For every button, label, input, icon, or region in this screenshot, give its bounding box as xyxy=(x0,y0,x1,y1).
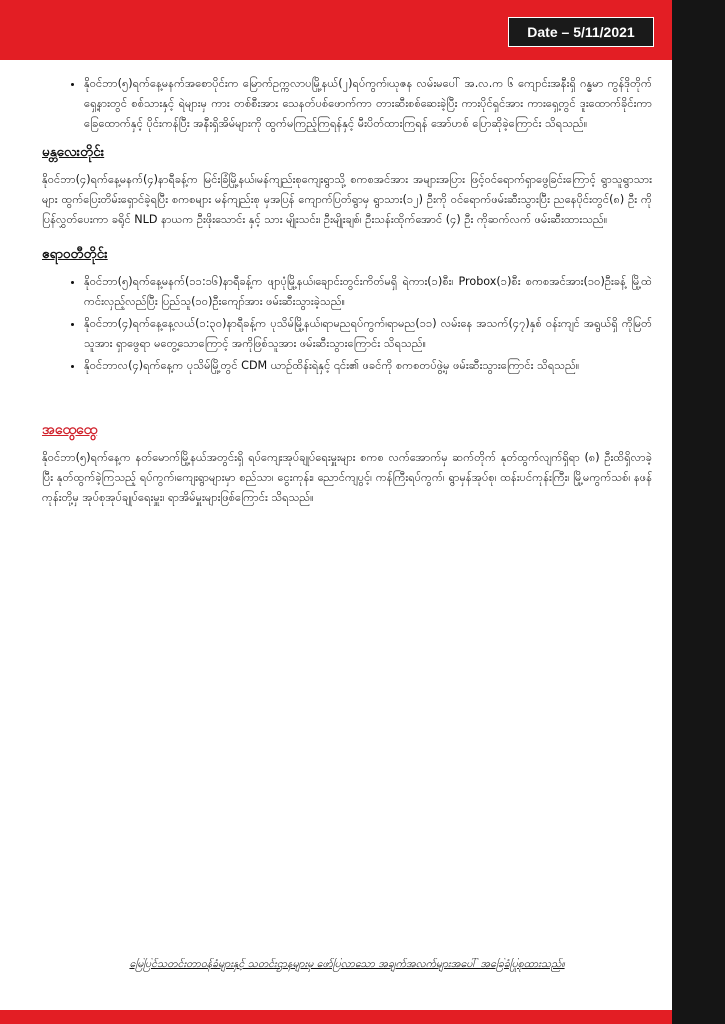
section-title-mandalay: မန္တလေးတိုင်း xyxy=(42,144,105,160)
intro-bullet-item: • နိုဝင်ဘာ(၅)ရက်နေ့မနက်အစောပိုင်းက မြောက်ဥက္ကလာပမြို့နယ်(၂)ရပ်ကွက်၊ယုဇန လမ်းမပေါ် အ.လ.က ၆ ကျောင်းအနီးရှိ ဂန္ဓမာ ကွန်ဒိုတိုက်ရှေ့နားတွင် စစ်သားနှင့် ရဲများမှ ကား တစ်စီးအား သေနတ်ပစ်ဖောက်ကာ တားဆီးစစ်ဆေးခဲ့ပြီး ကားပိုင်ရှင်အား ကားရှေ့တွင် ဒူးထောက်ခိုင်းကာ ခြေထောက်နှင့် ပိုင်းကန်ပြီး အနီးရှိအိမ်များကို ထွက်မကြည့်ကြရန်နှင့် မီးပိတ်ထားကြရန် အော်ဟစ် ပြောဆိုခဲ့ကြောင်း သိရသည်။ xyxy=(84,74,652,134)
section-title-general: အထွေထွေ xyxy=(42,422,98,438)
date-label: Date – 5/11/2021 xyxy=(508,17,654,47)
right-dark-bar xyxy=(672,0,725,1024)
general-paragraph: နိုဝင်ဘာ(၅)ရက်နေ့က နတ်မောက်မြို့နယ်အတွင်းရှိ ရပ်ကျေးအုပ်ချုပ်ရေးမှူးများ စကစ လက်အောက်မှ ဆက်တိုက် နုတ်ထွက်လျက်ရှိရာ (၈) ဦးထိရှိလာခဲ့ပြီး နုတ်ထွက်ခဲ့ကြသည့် ရပ်ကွက်၊ကျေးရွာများမှာ စည်သာ၊ ငွေးကုန်း၊ ညောင်ကျပွင့်၊ ကန်ကြီးရပ်ကွက်၊ ရွာမှန်အုပ်စု၊ ထန်းပင်ကုန်းကြီး၊ မြို့မကွက်သစ်၊ နဖန်ကုန်းတို့မှ အုပ်စုအုပ်ချုပ်ရေးမှူး၊ ရာအိမ်မှူးများဖြစ်ကြောင်း သိရသည်။ xyxy=(42,451,652,504)
intro-bullet-list xyxy=(42,74,652,134)
ayeyarwady-bullet-item: • နိုဝင်ဘာ(၅)ရက်နေ့မနက်(၁၁:၁၆)နာရီခန့်က ဖျာပုံမြို့နယ်၊ချောင်းတွင်းကိတ်မရှိ ရဲကား(၁)စီး၊ Probox(၁)စီး စကစအင်အား(၁၀)ဦးခန့် မြို့ထဲကင်းလှည့်လည်ပြီး ပြည်သူ(၁၀)ဦးကျော်အား ဖမ်းဆီးသွားခဲ့သည်။ xyxy=(84,272,652,312)
section-title-ayeyarwady: ဧရာဝတီတိုင်း xyxy=(42,246,108,262)
report-body xyxy=(42,74,652,508)
ayeyarwady-bullet-item: • နိုဝင်ဘာ(၄)ရက်နေ့နေ့လယ်(၁:၃၀)နာရီခန့်က ပုသိမ်မြို့နယ်၊ရာမညရပ်ကွက်၊ရာမည(၁၁) လမ်းနေ အသက်(၄၇)နှစ် ဝန်းကျင် အရွယ်ရှိ ကိုမြတ်သူအား ရှာဖွေရာ မတွေ့သောကြောင့် အကိုဖြစ်သူအား ဖမ်းဆီးသွားကြောင်း သိရသည်။ xyxy=(84,314,652,354)
ayeyarwady-bullet-list xyxy=(42,272,652,376)
ayeyarwady-bullet-item: • နိုဝင်ဘာလ(၄)ရက်နေ့က ပုသိမ်မြို့တွင် CDM ယာဉ်ထိန်းရဲနှင့် ၎င်း၏ ဖခင်ကို စကစတပ်ဖွဲ့မှ ဖမ်းဆီးသွားကြောင်း သိရသည်။ xyxy=(84,356,652,376)
bottom-red-bar xyxy=(0,1010,672,1024)
mandalay-paragraph: နိုဝင်ဘာ(၄)ရက်နေ့မနက်(၄)နာရီခန့်က မြင်းခြံမြို့နယ်၊မန်ကျည်းစုကျေးရွာသို့ စကစအင်အား အများအပြား ဖြင့်ဝင်ရောက်ရှာဖွေခြင်းကြောင့် ရွာသူရွာသားများ ထွက်ပြေးတိမ်းရှောင်ခဲ့ရပြီး စကစများ မန်ကျည်းစု မှအပြန် ကျောက်ပြတ်ရွာမှ ရွာသား(၁၂) ဦးကို ဝင်ရောက်ဖမ်းဆီးသွားပြီး ညနေပိုင်းတွင်(၈) ဦး ကို ပြန်လွှတ်ပေးကာ ခရိုင် NLD နာယက ဦးဖိုးသောင်း နှင့် သား မျိုးသင်း၊ ဦးမျိုးချစ်၊ ဦးသန်းထိုက်အောင် (၄) ဦး ကိုဆက်လက် ဖမ်းဆီးထားသည်။ xyxy=(42,173,652,226)
footer-source-note: မြေပြင်သတင်းတာဝန်ခံများနှင့် သတင်းဌာနများမှ ဖော်ပြလာသော အချက်အလက်များအပေါ် အခြေခံပြုစုထားသည်။ xyxy=(129,958,565,970)
